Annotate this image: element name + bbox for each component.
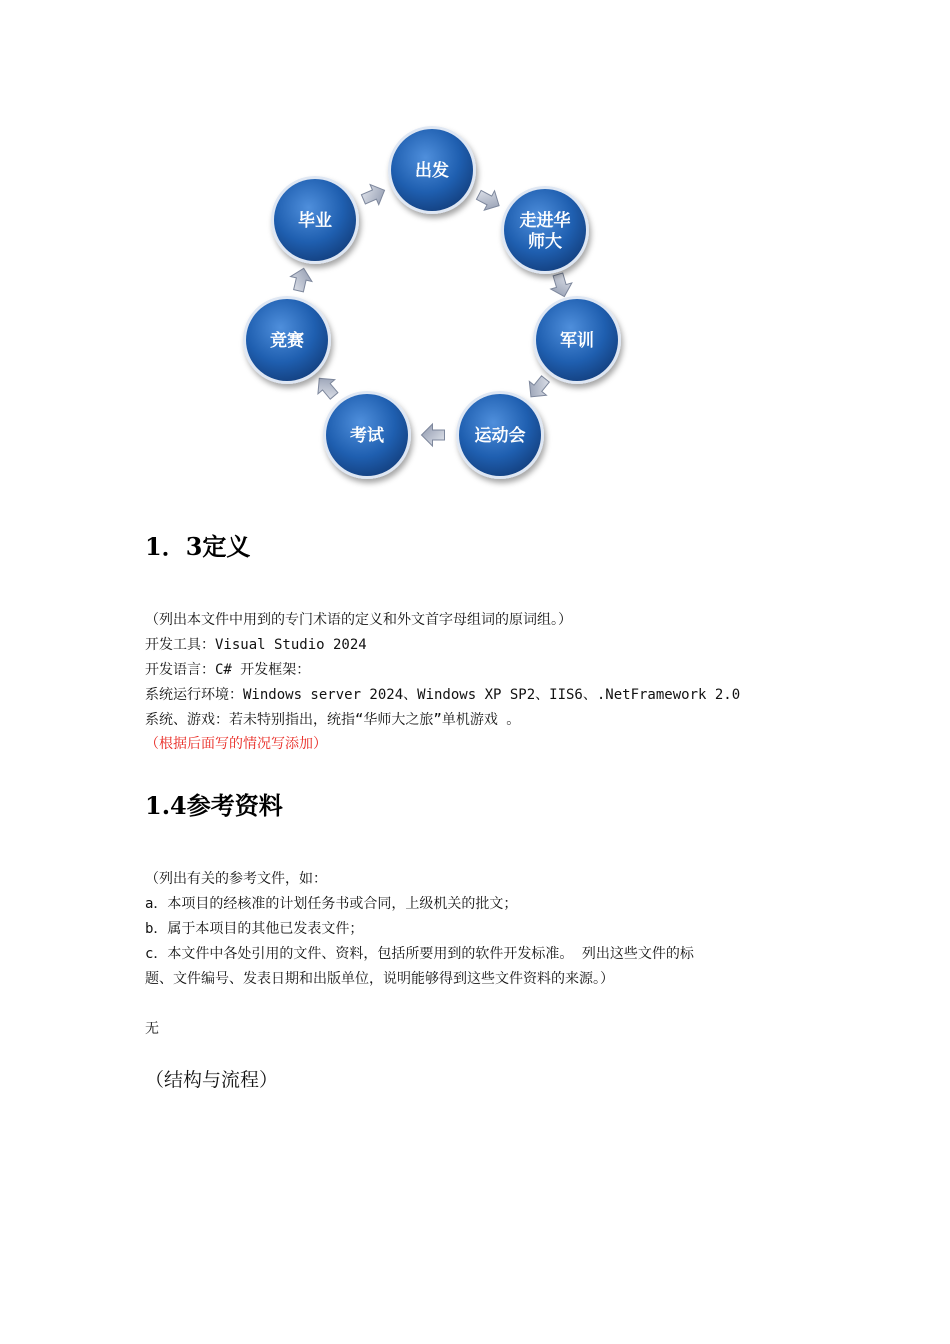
node-graduation <box>271 176 359 264</box>
reference-item-c-cont: 题、文件编号、发表日期和出版单位，说明能够得到这些文件资料的来源。） <box>145 971 614 987</box>
section-heading-references: 1.4参考资料 <box>145 791 283 820</box>
node-sports-meet-label: 运动会 <box>474 426 526 446</box>
node-depart <box>388 126 476 214</box>
references-intro: （列出有关的参考文件，如： <box>145 871 327 887</box>
cycle-arrow-icon <box>422 424 445 446</box>
node-enter-ecnu-label: 走进华师大 <box>519 211 571 252</box>
runtime-env-line: 系统运行环境：Windows server 2024、Windows XP SP2、IIS6、.NetFramework 2.0 <box>145 687 741 703</box>
node-competition <box>243 296 331 384</box>
cycle-arrow-icon <box>359 180 389 209</box>
node-competition-label: 竞赛 <box>270 331 304 351</box>
node-military-training-label: 军训 <box>560 331 594 351</box>
reference-item-b: b．属于本项目的其他已发表文件； <box>145 921 364 937</box>
cycle-arrow-icon <box>522 372 554 404</box>
node-exam-label: 考试 <box>350 426 384 446</box>
red-note: （根据后面写的情况写添加） <box>145 736 327 752</box>
cycle-diagram <box>230 120 640 495</box>
cycle-arrow-icon <box>474 185 505 215</box>
dev-language-line: 开发语言：C# 开发框架： <box>145 662 311 678</box>
node-exam <box>323 391 411 479</box>
cycle-arrow-icon <box>311 371 343 403</box>
reference-item-a: a．本项目的经核准的计划任务书或合同，上级机关的批文； <box>145 896 518 912</box>
structure-flow-title: （结构与流程） <box>145 1069 279 1091</box>
node-military-training <box>533 296 621 384</box>
section-heading-definitions: 1．3定义 <box>145 532 251 561</box>
definitions-intro: （列出本文件中用到的专门术语的定义和外文首字母组词的原词组。） <box>145 612 572 628</box>
reference-item-c: c．本文件中各处引用的文件、资料，包括所要用到的软件开发标准。 列出这些文件的标 <box>145 946 694 962</box>
node-depart-label: 出发 <box>415 161 449 181</box>
cycle-arrow-icon <box>288 266 315 293</box>
cycle-arrow-icon <box>547 271 575 299</box>
none-text: 无 <box>145 1021 159 1037</box>
node-enter-ecnu <box>501 186 589 274</box>
node-sports-meet <box>456 391 544 479</box>
dev-tool-line: 开发工具：Visual Studio 2024 <box>145 637 367 653</box>
system-game-line: 系统、游戏：若未特别指出，统指“华师大之旅”单机游戏 。 <box>145 712 521 728</box>
node-graduation-label: 毕业 <box>298 211 332 231</box>
